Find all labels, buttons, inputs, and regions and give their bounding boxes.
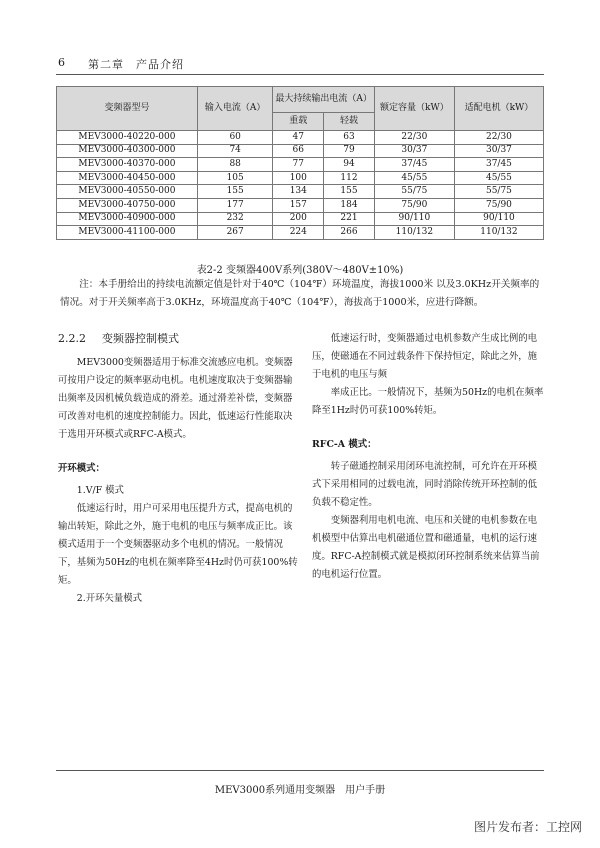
table-caption: 表2-2 变频器400V系列(380V～480V±10%) bbox=[196, 265, 404, 276]
col-heavy: 重载 bbox=[273, 113, 324, 131]
table-row: MEV3000-40450-000 105 100 112 45/55 45/55 bbox=[57, 171, 544, 185]
rfc-paragraph-2: 变频器利用电机电流、电压和关键的电机参数在电机模型中估算出电机磁通位置和磁通量，电机的运行速度。RFC-A控制模式就是模拟闭环控制系统来估算当前的电机运行位置。 bbox=[312, 515, 540, 580]
section-heading bbox=[58, 330, 300, 348]
open-loop-heading: 开环模式： bbox=[58, 463, 105, 474]
low-speed-paragraph-cont: 率成正比。一般情况下，基频为50Hz的电机在频率降至1Hz时仍可获100%转矩。 bbox=[312, 387, 544, 416]
table-row: MEV3000-40220-000 60 47 63 22/30 22/30 bbox=[57, 131, 544, 145]
col-light: 轻载 bbox=[324, 113, 375, 131]
table-row: MEV3000-40900-000 232 200 221 90/110 90/110 bbox=[57, 212, 544, 226]
table-row: MEV3000-41100-000 267 224 266 110/132 110/132 bbox=[57, 226, 544, 240]
col-motor: 适配电机（kW） bbox=[454, 87, 543, 131]
chapter-title: 第二章 产品介绍 bbox=[88, 58, 184, 71]
table-row: MEV3000-40750-000 177 157 184 75/90 75/90 bbox=[57, 198, 544, 212]
header-rule bbox=[56, 74, 544, 75]
rfc-paragraph-1: 转子磁通控制采用闭环电流控制，可允许在开环模式下采用相同的过载电流，同时消除传统开环控制的低负载不稳定性。 bbox=[312, 461, 538, 508]
vf-mode-heading: 1.V/F 模式 bbox=[76, 485, 124, 496]
col-model: 变频器型号 bbox=[57, 87, 198, 131]
table-row: MEV3000-40300-000 74 66 79 30/37 30/37 bbox=[57, 144, 544, 158]
right-column bbox=[312, 330, 544, 584]
intro-paragraph: MEV3000变频器适用于标准交流感应电机。变频器可按用户设定的频率驱动电机。电机速度取决于变频器输出频率及因机械负载造成的滑差。通过滑差补偿，变频器可改善对电机的速度控制能力。因此，低速运行性能取决于选用开环模式或RFC-A模式。 bbox=[58, 357, 293, 440]
spec-table bbox=[56, 86, 544, 240]
footer-rule bbox=[56, 770, 544, 771]
col-capacity: 额定容量（kW） bbox=[374, 87, 454, 131]
rfc-heading: RFC-A 模式： bbox=[312, 439, 377, 450]
col-max-output: 最大持续输出电流（A） bbox=[273, 87, 374, 113]
page-number: 6 bbox=[58, 56, 65, 69]
footer-text: MEV3000系列通用变频器 用户手册 bbox=[214, 785, 386, 796]
table-row: MEV3000-40550-000 155 134 155 55/75 55/75 bbox=[57, 185, 544, 199]
watermark: 图片发布者：工控网 bbox=[473, 820, 582, 834]
section-number: 2.2.2 bbox=[58, 332, 86, 345]
col-input-current: 输入电流（A） bbox=[197, 87, 273, 131]
low-speed-paragraph: 低速运行时，变频器通过电机参数产生成比例的电压，使磁通在不同过载条件下保持恒定，除此之外，施于电机的电压与频 bbox=[312, 333, 538, 380]
table-note: 注：本手册给出的持续电流额定值是针对于40℃（104℉）环境温度，海拔1000米 以及3.0KHz开关频率的情况。对于开关频率高于3.0KHz，环境温度高于40℃（104℉），海拔高于1000米，应进行降额。 bbox=[60, 279, 540, 308]
vf-mode-paragraph: 低速运行时，用户可采用电压提升方式，提高电机的输出转矩，除此之外，施于电机的电压与频率成正比。该模式适用于一个变频器驱动多个电机的情况。一般情况下，基频为50Hz的电机在频率降至4Hz时仍可获100%转矩。 bbox=[58, 503, 298, 586]
table-row: MEV3000-40370-000 88 77 94 37/45 37/45 bbox=[57, 158, 544, 172]
section-title: 变频器控制模式 bbox=[102, 332, 179, 345]
left-column bbox=[58, 330, 300, 608]
open-vector-heading: 2.开环矢量模式 bbox=[76, 593, 142, 604]
